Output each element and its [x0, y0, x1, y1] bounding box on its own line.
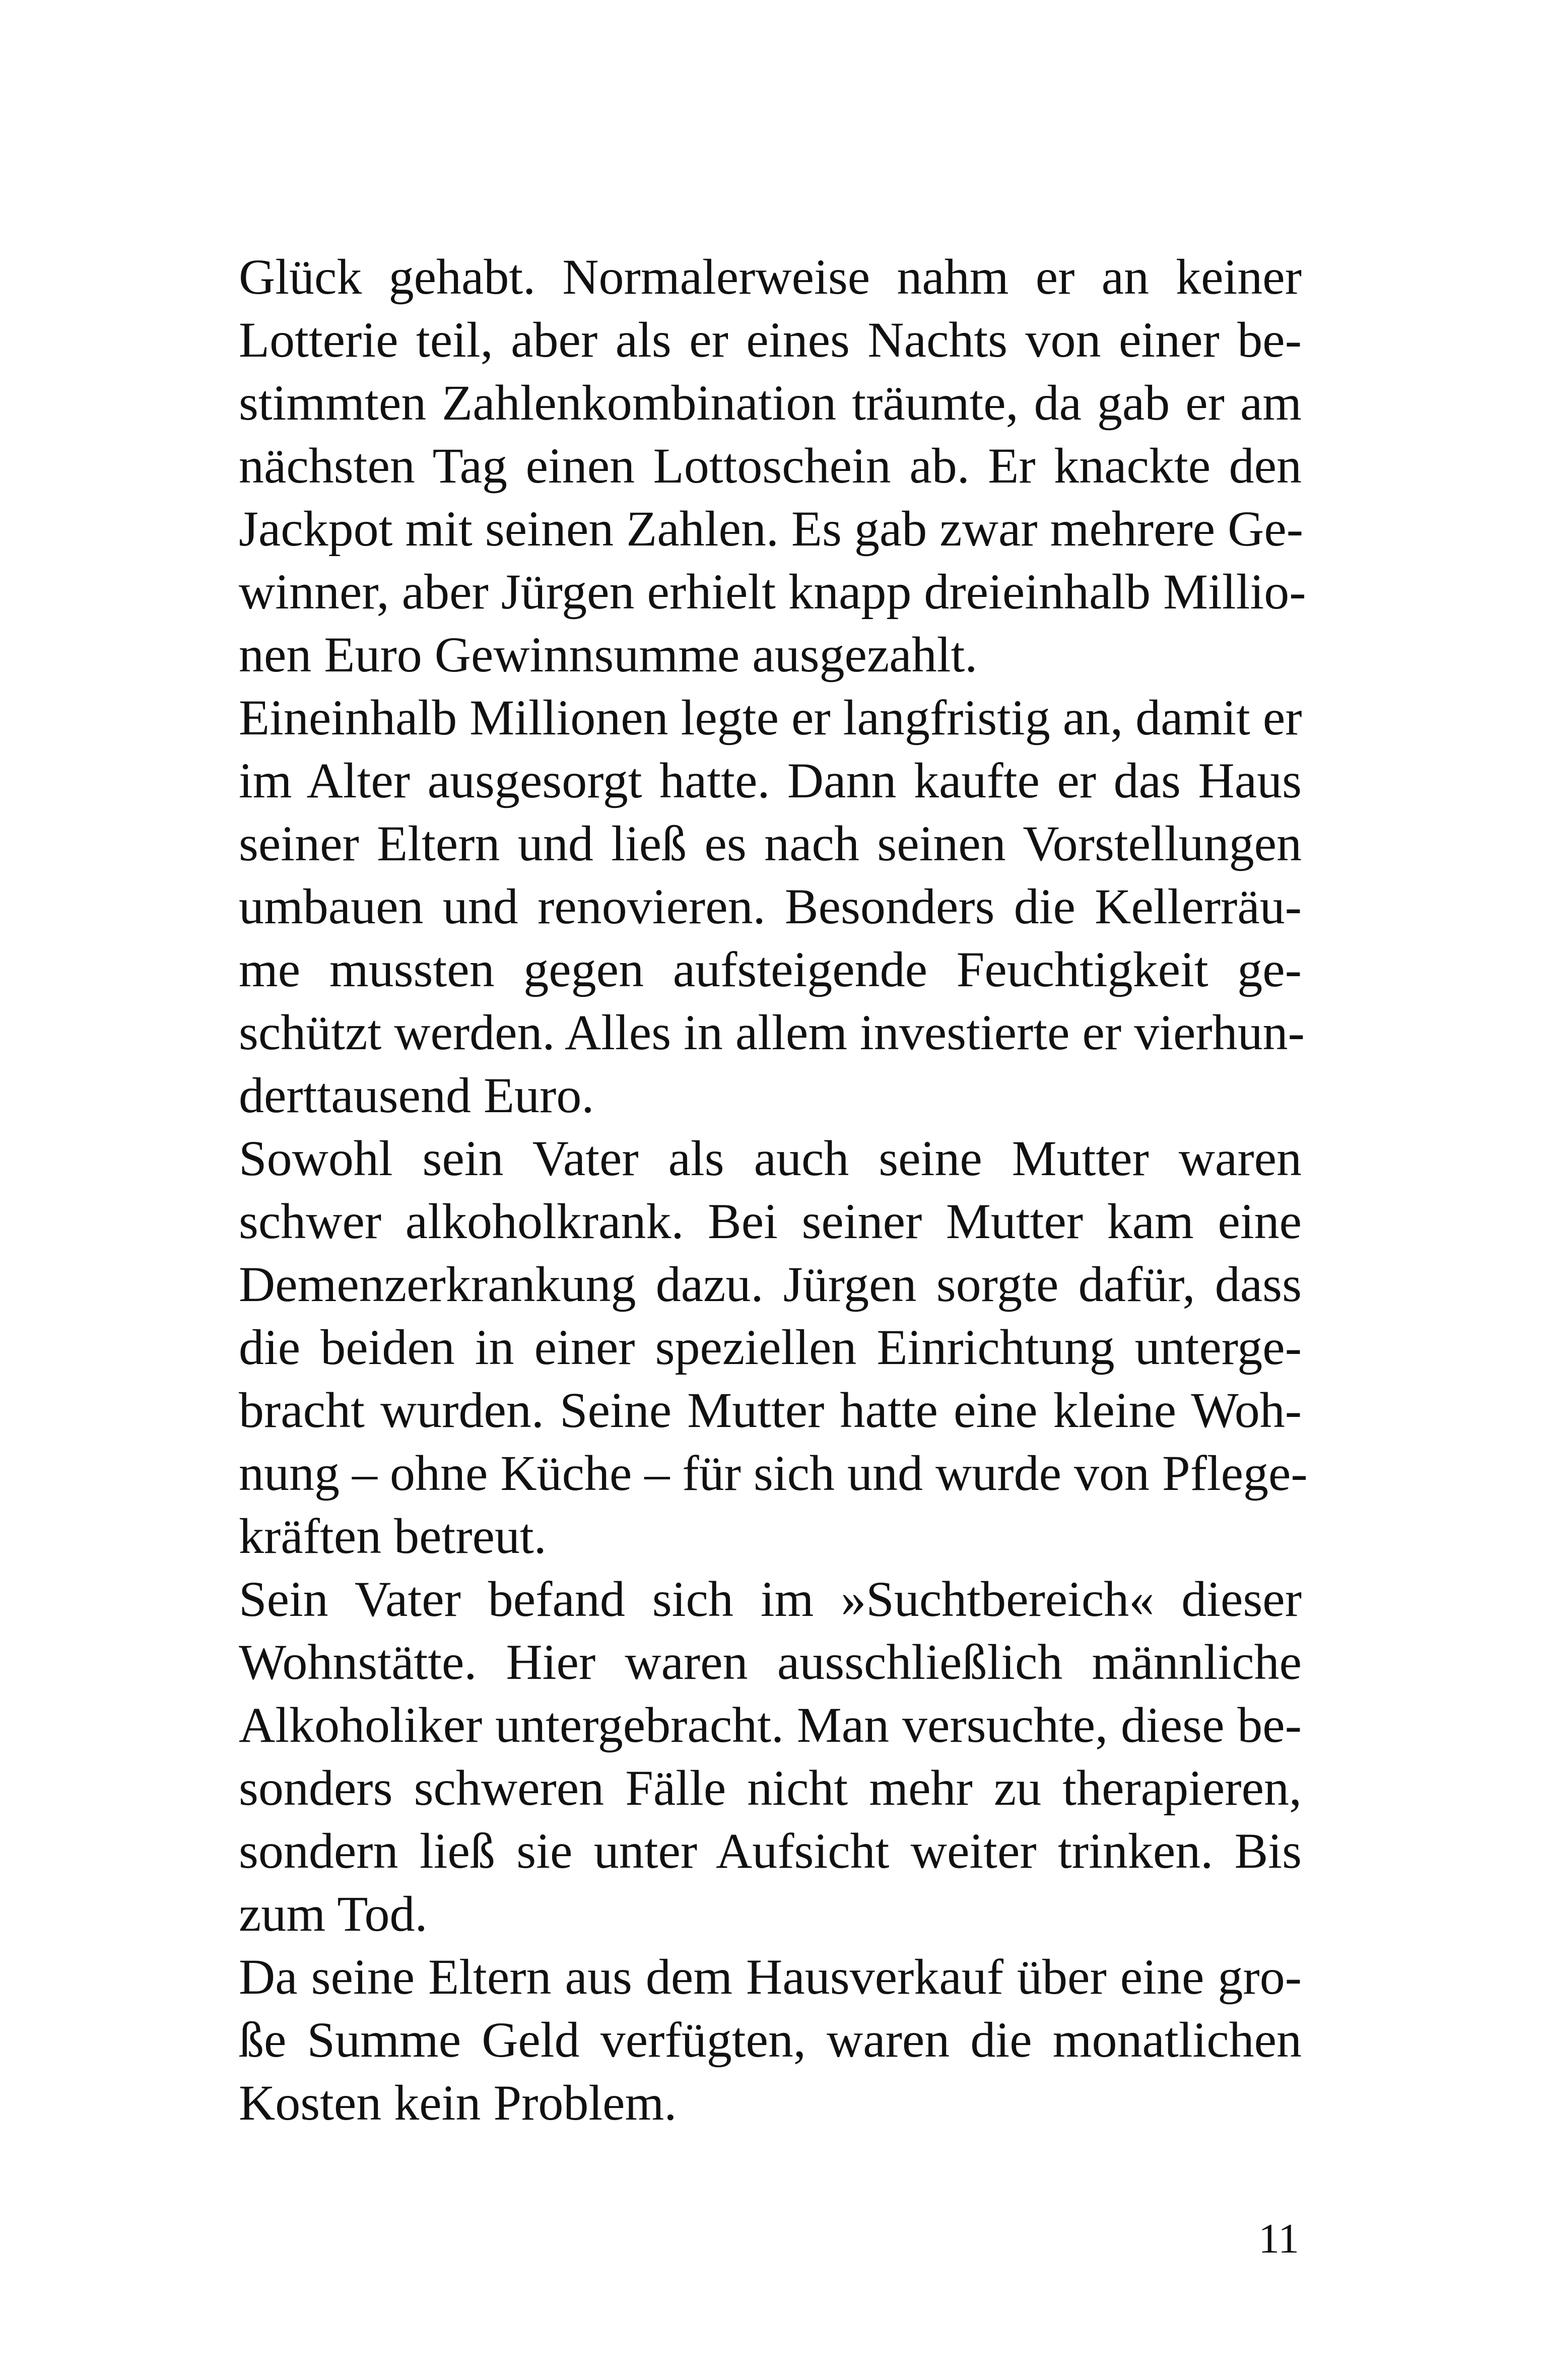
text-line: die beiden in einer speziellen Einrichtung unterge- — [239, 1319, 1302, 1375]
text-line: Jackpot mit seinen Zahlen. Es gab zwar mehrere Ge- — [239, 501, 1304, 557]
text-line: nung – ohne Küche – für sich und wurde von Pflege- — [239, 1445, 1308, 1501]
text-line: Lotterie teil, aber als er eines Nachts von einer be- — [239, 312, 1302, 368]
text-line: Alkoholiker untergebracht. Man versuchte, diese be- — [239, 1697, 1302, 1753]
text-line: winner, aber Jürgen erhielt knapp dreieinhalb Millio- — [239, 564, 1306, 620]
text-line: kräften betreut. — [239, 1508, 547, 1564]
paragraph — [239, 1127, 1308, 1568]
page-number: 11 — [1258, 2215, 1299, 2262]
text-line: umbauen und renovieren. Besonders die Kellerräu- — [239, 878, 1302, 934]
text-line: Da seine Eltern aus dem Hausverkauf über eine gro- — [239, 1949, 1302, 2005]
text-line: Glück gehabt. Normalerweise nahm er an keiner — [239, 249, 1302, 305]
text-line: Sowohl sein Vater als auch seine Mutter waren — [239, 1130, 1302, 1186]
paragraph — [239, 245, 1306, 686]
text-line: Wohnstätte. Hier waren ausschließlich männliche — [239, 1634, 1302, 1690]
text-line: sonders schweren Fälle nicht mehr zu therapieren, — [239, 1760, 1302, 1816]
text-line: schützt werden. Alles in allem investierte er vierhun- — [239, 1004, 1305, 1060]
paragraph — [239, 686, 1305, 1127]
paragraph — [239, 1568, 1302, 1945]
text-line: nen Euro Gewinnsumme ausgezahlt. — [239, 627, 978, 683]
text-line: me mussten gegen aufsteigende Feuchtigkeit ge- — [239, 941, 1302, 997]
body-text — [239, 245, 1308, 2134]
text-line: sondern ließ sie unter Aufsicht weiter trinken. Bis — [239, 1823, 1302, 1879]
text-line: seiner Eltern und ließ es nach seinen Vorstellungen — [239, 815, 1302, 871]
text-line: Kosten kein Problem. — [239, 2075, 677, 2131]
text-line: stimmten Zahlenkombination träumte, da gab er am — [239, 375, 1302, 431]
text-line: Sein Vater befand sich im »Suchtbereich« dieser — [239, 1571, 1302, 1627]
text-line: schwer alkoholkrank. Bei seiner Mutter kam eine — [239, 1193, 1302, 1249]
text-line: derttausend Euro. — [239, 1067, 594, 1123]
text-line: ße Summe Geld verfügten, waren die monatlichen — [239, 2012, 1302, 2068]
text-line: Demenzerkrankung dazu. Jürgen sorgte dafür, dass — [239, 1256, 1302, 1312]
text-line: Eineinhalb Millionen legte er langfristig an, damit er — [239, 690, 1302, 745]
text-line: nächsten Tag einen Lottoschein ab. Er knackte den — [239, 438, 1302, 494]
text-line: zum Tod. — [239, 1886, 428, 1942]
paragraph — [239, 1945, 1302, 2134]
text-line: im Alter ausgesorgt hatte. Dann kaufte er das Haus — [239, 753, 1302, 808]
text-line: bracht wurden. Seine Mutter hatte eine kleine Woh- — [239, 1382, 1302, 1438]
